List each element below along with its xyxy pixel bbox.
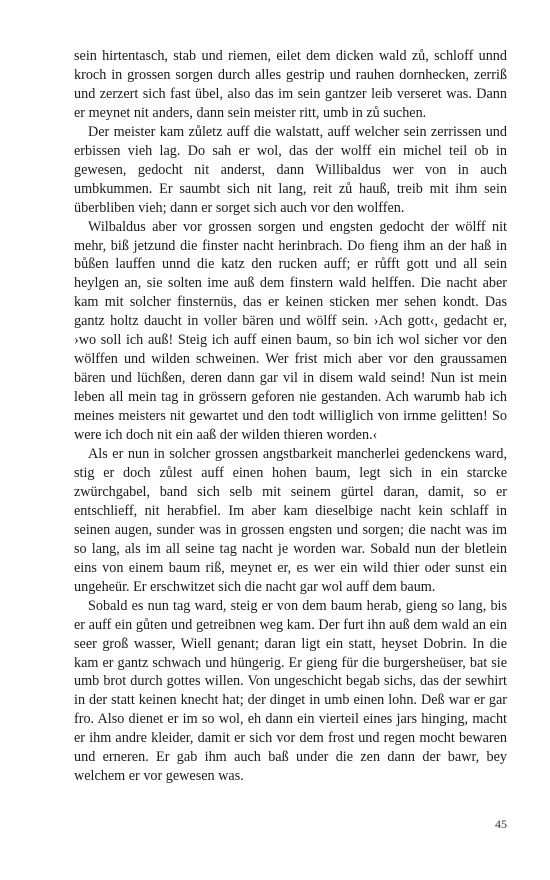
paragraph-continuation: sein hirtentasch, stab und riemen, eilet dem dicken wald zů, schloff unnd kroch in grossen sorgen durch alles gestrip und rauhen dornhecken, zerriß und zerzert sich fast übel, also das im sein gantzer leib verseret was. Dann er meynet nit anders, dann sein meister ritt, umb in zů suchen.: [74, 48, 507, 121]
paragraph-master-returns: Der meister kam zůletz auff die walstatt, auff welcher sein zerrissen und erbissen vieh lag. Do sah er wol, das der wolff ein michel teil ob in gewesen, gedocht nit anderst, dann Willibaldus wer von in auch umbkummen. Er saumbt sich nit lang, reit zů hauß, treib mit ihm sein überbliben vieh; dann er sorget sich auch vor den wolffen.: [74, 123, 507, 216]
paragraph-dobrin: Sobald es nun tag ward, steig er von dem baum herab, gieng so lang, bis er auff ein gůten und getreibnen weg kam. Der furt ihn auß dem wald an ein seer groß wasser, Wiell genant; daran ligt ein statt, heyset Dobrin. In die kam er gantz schwach und hüngerig. Er gieng für die burgersheüser, bat sie umb brot durch gottes willen. Von ungeschicht begab sichs, das der sewhirt in der statt keinen knecht hat; der dinget in umb einen lohn. Deß war er gar fro. Also dienet er im so wol, eh dann ein vierteil eines jars hinging, macht er ihm andre kleider, damit er sich vor dem frost und regen mocht bewaren und erneren. Er gab ihm auch baß under die zen dann der bawr, bey welchem er vor gewesen was.: [74, 597, 507, 785]
page-number: 45: [495, 817, 507, 831]
paragraph-tree-climb: Als er nun in solcher grossen angstbarkeit mancherlei gedenckens ward, stig er doch zůlest auff einen hohen baum, legt sich in ein starcke zwürchgabel, band sich selb mit seinem gürtel daran, damit, so er entschlieff, nit herabfiel. Im aber kam dieselbige nacht kein schlaff in seinen augen, sunder was in grossen engsten und sorgen; die nacht was im so lang, als im all seine tag nacht je worden war. Sobald nun der bletlein eins von einem baum riß, meynet er, es wer ein wild thier oder sunst ein ungeheür. Er erschwitzet sich die nacht gar wol auff dem baum.: [74, 446, 507, 595]
page-body: [74, 47, 507, 786]
paragraph-wilbaldus-night: Wilbaldus aber vor grossen sorgen und engsten gedocht der wölff nit mehr, biß jetzund die finster nacht herinbrach. Do fieng ihm an der haß in bůßen lauffen unnd die katz den rucken auff; er růfft gott und all sein heylgen an, sie solten ime auß dem finstern wald helffen. Die nacht aber kam mit solcher finsternüs, das er keinen sticken mer sehen kondt. Das gantz holtz daucht in voller bären und wölff sein. ›Ach gott‹, gedacht er, ›wo soll ich auß! Steig ich auff einen baum, so bin ich wol sicher vor den wölffen und wilden schweinen. Wer frist mich aber vor den graussamen bären und lüchßen, deren dann gar vil in disem wald seind! Nun ist mein leben all mein tag in grössern geforen nie gestanden. Ach warumb hab ich meines meisters nit gewartet und den todt williglich von irnme gelitten! So were ich doch nit ein aaß der wilden thieren worden.‹: [74, 218, 507, 444]
